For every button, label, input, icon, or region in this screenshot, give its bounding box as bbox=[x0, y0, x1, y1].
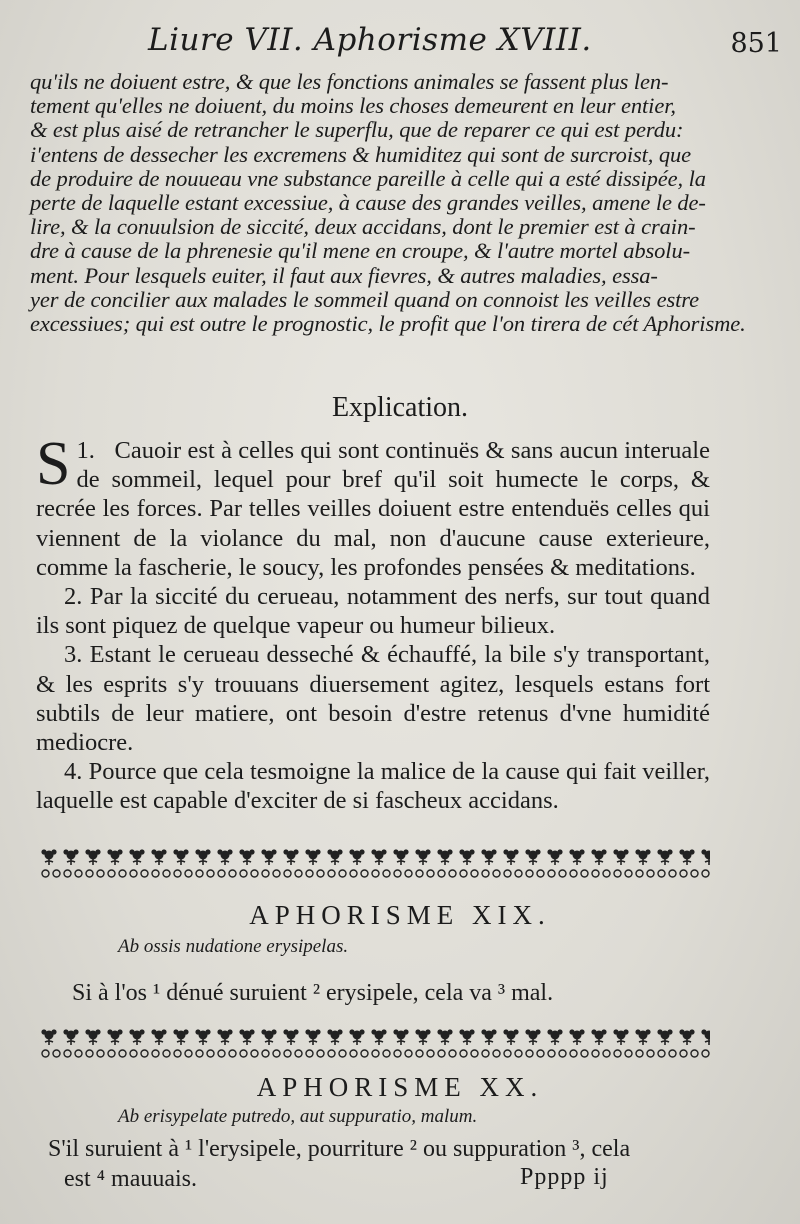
aphorism-20-text bbox=[48, 1134, 714, 1194]
text-line: & est plus aisé de retrancher le superflu, que de reparer ce qui est perdu: bbox=[30, 117, 684, 143]
note-number: 2. bbox=[64, 583, 83, 611]
note-1 bbox=[36, 430, 710, 582]
note-number: 1. bbox=[76, 437, 95, 464]
note-3 bbox=[36, 640, 710, 757]
note-4 bbox=[36, 757, 710, 815]
text-line: tement qu'elles ne doiuent, du moins les choses demeurent en leur entier, bbox=[30, 93, 676, 119]
text-line: de produire de nouueau vne substance pareille à celle qui a esté dissipée, la bbox=[30, 165, 706, 191]
continuation-commentary bbox=[30, 70, 782, 336]
note-text: Estant le cerueau desseché & échauffé, la bile s'y transportant, & les esprits s'y trouuans diuersement agitez, lesquels estans fort subtils de leur matiere, ont besoin d'estre retenus d'vne humidité mediocre. bbox=[36, 641, 710, 757]
note-2 bbox=[36, 582, 710, 640]
text-line: i'entens de dessecher les excremens & humiditez qui sont de surcroist, que bbox=[30, 141, 692, 167]
page-number: 851 bbox=[730, 28, 782, 59]
aphorism-19-text: Si à l'os ¹ dénué suruient ² erysipele, cela va ³ mal. bbox=[72, 980, 554, 1006]
aphorism-20-title: APHORISME XX. bbox=[256, 1072, 544, 1102]
fleuron-ornament-band bbox=[40, 1026, 710, 1062]
text-line: est ⁴ mauuais. bbox=[64, 1166, 198, 1192]
running-head: Liure VII. Aphorisme XVIII. bbox=[148, 22, 592, 58]
note-text: Par la siccité du cerueau, notamment des nerfs, sur tout quand ils sont piquez de quelque vapeur ou humeur bilieux. bbox=[36, 583, 711, 640]
note-number: 3. bbox=[64, 641, 83, 669]
signature-mark: Ppppp ij bbox=[520, 1164, 609, 1190]
aphorism-19-title: APHORISME XIX. bbox=[249, 900, 551, 930]
note-text: Pource que cela tesmoigne la malice de la cause qui fait veiller, laquelle est capable d'exciter de si fascheux accidans. bbox=[36, 758, 710, 815]
text-line: qu'ils ne doiuent estre, & que les fonctions animales se fassent plus len- bbox=[30, 69, 669, 94]
text-line: yer de concilier aux malades le sommeil quand on connoist les veilles estre bbox=[30, 286, 700, 312]
note-text: Cauoir est à celles qui sont continuës & sans aucun interuale de sommeil, lequel pour bref qu'il soit humecte le corps, & recrée les forces. Par telles veilles doiuent estre entenduës celles qui viennent de la violance du mal, non d'aucune cause exterieure, comme la fascherie, le soucy, les profondes pensées & meditations. bbox=[36, 437, 710, 581]
text-line: ment. Pour lesquels euiter, il faut aux fievres, & autres maladies, essa- bbox=[30, 262, 658, 288]
text-line: S'il suruient à ¹ l'erysipele, pourriture ² ou suppuration ³, cela bbox=[48, 1136, 631, 1162]
section-heading: Explication. bbox=[331, 392, 469, 423]
text-line: dre à cause de la phrenesie qu'il mene en croupe, & l'autre mortel absolu- bbox=[30, 238, 690, 264]
aphorism-20-latin: Ab erisypelate putredo, aut suppuratio, malum. bbox=[118, 1106, 478, 1127]
text-line: perte de laquelle estant excessiue, à cause des grandes veilles, amene le de- bbox=[30, 190, 706, 216]
text-line: excessiues; qui est outre le prognostic, le profit que l'on tirera de cét Aphorisme. bbox=[30, 311, 746, 337]
fleuron-ornament-band bbox=[40, 846, 710, 882]
drop-cap: S bbox=[36, 430, 71, 498]
page-header bbox=[0, 22, 800, 66]
aphorism-19-latin: Ab ossis nudatione erysipelas. bbox=[118, 936, 349, 957]
explication-notes bbox=[36, 430, 711, 816]
note-number: 4. bbox=[64, 758, 83, 786]
text-line: lire, & la conuulsion de siccité, deux accidans, dont le premier est à crain- bbox=[30, 214, 696, 240]
